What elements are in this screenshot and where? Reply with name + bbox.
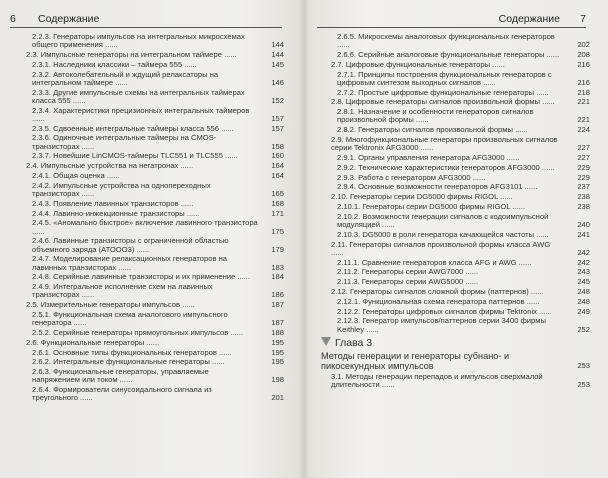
- toc-entry: [321, 154, 590, 162]
- toc-entry-page: 221: [577, 115, 590, 125]
- toc-entry-page: 208: [577, 50, 590, 59]
- toc-entry-page: 229: [577, 162, 590, 172]
- toc-entry-page: 248: [577, 296, 590, 306]
- toc-entry-page: 165: [271, 188, 284, 198]
- toc-entry-page: 240: [577, 219, 590, 229]
- toc-entry-text: 2.4.8. Серийные лавинные транзисторы и их применение ......: [32, 272, 251, 282]
- toc-entry-text: 2.3.1. Наследники классики – таймера 555 ......: [32, 59, 197, 69]
- toc-entry-text: 2.5. Измерительные генераторы импульсов ......: [26, 300, 195, 310]
- toc-entry: [16, 237, 284, 253]
- toc-entry-text: 2.3.3. Другие импульсные схемы на интегральных таймерах класса 555 ......: [32, 87, 245, 105]
- chapter-title: Методы генерации и генераторы субнано- и пикосекундных импульсов: [321, 350, 510, 372]
- toc-entry: [321, 213, 590, 229]
- toc-entry-page: 238: [577, 201, 590, 211]
- toc-entry-page: 168: [271, 198, 284, 208]
- toc-entry-page: 157: [271, 123, 284, 133]
- toc-entry: [16, 283, 284, 299]
- toc-entry-text: 2.3.2. Автоколебательный и ждущий релаксаторы на интегральном таймере ......: [32, 69, 219, 87]
- toc-entry: [321, 98, 590, 106]
- toc-entry-page: 248: [577, 286, 590, 296]
- toc-entry: [16, 71, 284, 87]
- toc-entry: [16, 51, 284, 59]
- toc-entry-text: 3.1. Методы генерации перепадов и импульсов сверхмалой длительности ......: [331, 371, 543, 389]
- toc-entry: [16, 200, 284, 208]
- toc-entry-page: 253: [577, 379, 590, 389]
- toc-entry-page: 243: [577, 267, 590, 277]
- section-title: Содержание: [38, 13, 100, 25]
- toc-entry-text: 2.4.1. Общая оценка ......: [32, 170, 120, 180]
- toc-entry: [16, 311, 284, 327]
- toc-entry-page: 164: [271, 170, 284, 180]
- toc-entry: [321, 89, 590, 97]
- toc-entry: [321, 126, 590, 134]
- toc-entry-page: 152: [271, 95, 284, 105]
- toc-entry-page: 164: [271, 161, 284, 171]
- toc-entry-page: 224: [577, 125, 590, 135]
- toc-entry-page: 183: [271, 262, 284, 272]
- toc-entry-text: 2.3.5. Сдвоенные интегральные таймеры класса 556 ......: [32, 123, 234, 133]
- toc-entry-page: 195: [271, 337, 284, 347]
- toc-entry-text: 2.4.2. Импульсные устройства на однопереходных транзисторах ......: [32, 180, 211, 198]
- toc-entry: [321, 164, 590, 172]
- toc-entry-text: 2.4.6. Лавинные транзисторы с ограниченной областью объемного заряда (АТООО3) ......: [32, 236, 229, 254]
- toc-entry-text: 2.3.6. Одиночные интегральные таймеры на CMOS-транзисторах ......: [32, 133, 217, 151]
- toc-entry: [321, 33, 590, 49]
- toc-entry: [321, 203, 590, 211]
- toc-entry: [321, 241, 590, 257]
- toc-entry-text: 2.9.1. Органы управления генератора AFG3000 ......: [337, 152, 520, 162]
- toc-entry-text: 2.7.1. Принципы построения функциональных генераторов с цифровым синтезом выходных сигналов ......: [337, 69, 552, 87]
- toc-entry-text: 2.11.3. Генераторы серии AWG5000 ......: [337, 277, 479, 287]
- toc-entry-page: 216: [577, 77, 590, 87]
- toc-entry-text: 2.4.3. Появление лавинных транзисторов ......: [32, 198, 194, 208]
- toc-entry-text: 2.9.2. Технические характеристики генераторов AFG3000 ......: [337, 162, 555, 172]
- toc-entry-page: 171: [271, 208, 284, 218]
- right-page: [303, 0, 608, 478]
- toc-entry: [321, 317, 590, 333]
- toc-entry-page: 249: [577, 306, 590, 316]
- chapter-label: Глава 3: [335, 336, 373, 349]
- toc-entry-text: 2.6. Функциональные генераторы ......: [26, 337, 160, 347]
- toc-entry-text: 2.4.5. «Аномально быстрое» включение лавинного транзистора ......: [32, 218, 258, 236]
- toc-entry-text: 2.9.3. Работа с генератором AFG3000 ......: [337, 172, 486, 182]
- left-page: [0, 0, 300, 478]
- toc-entry-page: 144: [271, 50, 284, 59]
- toc-entry-text: 2.4.4. Лавинно-инжекционные транзисторы ......: [32, 208, 200, 218]
- toc-entry-text: 2.8. Цифровые генераторы сигналов произвольной формы ......: [331, 97, 555, 107]
- toc-entry-page: 218: [577, 87, 590, 97]
- toc-entry-page: 175: [271, 226, 284, 236]
- toc-entry: [16, 182, 284, 198]
- toc-entry-text: 2.4. Импульсные устройства на негатронах ......: [26, 161, 194, 171]
- toc-entry: [321, 268, 590, 276]
- page-header: [317, 14, 586, 28]
- toc-entry-text: 2.10.3. DG5000 в роли генератора качающейся частоты ......: [337, 229, 549, 239]
- toc-entry-page: 245: [577, 277, 590, 287]
- toc-entry-text: 2.12. Генераторы сигналов сложной формы (паттернов) ......: [331, 286, 544, 296]
- toc-entry-page: 242: [577, 257, 590, 267]
- toc-entry-text: 2.6.2. Интегральные функциональные генераторы ......: [32, 357, 225, 367]
- toc-entry: [321, 231, 590, 239]
- toc-entry-text: 2.6.6. Серийные аналоговые функциональные генераторы ......: [337, 50, 560, 59]
- toc-entry: [321, 308, 590, 316]
- toc-entry-text: 2.6.5. Микросхемы аналоговых функциональных генераторов ......: [337, 32, 555, 50]
- toc-entry-text: 2.8.1. Назначение и особенности генераторов сигналов произвольной формы ......: [337, 107, 534, 125]
- toc-entry-text: 2.9.4. Основные возможности генераторов AFG3101 ......: [337, 182, 538, 192]
- toc-entry-page: 184: [271, 272, 284, 282]
- toc-entry: [321, 259, 590, 267]
- toc-list: [16, 33, 284, 404]
- toc-entry: [321, 183, 590, 191]
- toc-entry: [321, 108, 590, 124]
- toc-list: [321, 33, 590, 391]
- toc-entry-text: 2.4.7. Моделирование релаксационных генераторов на лавинных транзисторах ......: [32, 254, 228, 272]
- section-title: Содержание: [498, 13, 560, 25]
- toc-entry: [16, 255, 284, 271]
- toc-entry: [16, 33, 284, 49]
- toc-entry: [16, 329, 284, 337]
- toc-entry-page: 216: [577, 59, 590, 69]
- toc-entry-text: 2.7.2. Простые цифровые функциональные генераторы ......: [337, 87, 549, 97]
- toc-entry-text: 2.7. Цифровые функциональные генераторы ......: [331, 59, 505, 69]
- toc-entry-page: 221: [577, 97, 590, 107]
- toc-entry-text: 2.6.3. Функциональные генераторы, управляемые напряжением или током ......: [32, 367, 209, 385]
- toc-entry-page: 227: [577, 143, 590, 153]
- toc-entry-page: 227: [577, 152, 590, 162]
- toc-entry: [321, 61, 590, 69]
- toc-entry-page: 186: [271, 290, 284, 300]
- toc-entry: [321, 174, 590, 182]
- chapter-title-row: [321, 351, 590, 372]
- toc-entry-page: 201: [271, 393, 284, 403]
- toc-entry-text: 2.5.1. Функциональная схема аналогового импульсного генератора ......: [32, 309, 228, 328]
- toc-entry: [16, 152, 284, 160]
- toc-entry-page: 188: [271, 327, 284, 337]
- toc-entry: [321, 278, 590, 286]
- toc-entry: [16, 386, 284, 402]
- toc-entry: [16, 339, 284, 347]
- toc-entry-page: 158: [271, 141, 284, 151]
- page-number: 7: [580, 13, 586, 25]
- toc-entry-page: 238: [577, 192, 590, 202]
- toc-entry: [321, 51, 590, 59]
- triangle-marker-icon: [321, 337, 331, 346]
- toc-entry-page: 157: [271, 113, 284, 123]
- toc-entry-text: 2.11.1. Сравнение генераторов класса AFG и AWG ......: [337, 257, 532, 267]
- toc-entry-page: 187: [271, 318, 284, 328]
- page-number: 6: [10, 13, 16, 25]
- toc-entry: [321, 71, 590, 87]
- toc-entry: [16, 162, 284, 170]
- toc-entry-page: 242: [577, 247, 590, 257]
- toc-entry-page: 144: [271, 40, 284, 50]
- toc-entry-text: 2.8.2. Генераторы сигналов произвольной формы ......: [337, 125, 528, 135]
- toc-entry: [16, 134, 284, 150]
- toc-entry-page: 237: [577, 182, 590, 192]
- toc-entry-text: 2.9. Многофункциональные генераторы произвольных сигналов серии Tektronix AFG3000 ......: [331, 134, 558, 153]
- toc-entry-text: 2.3. Импульсные генераторы на интегральном таймере ......: [26, 50, 237, 59]
- toc-entry-text: 2.12.1. Функциональная схема генератора паттернов ......: [337, 296, 540, 306]
- toc-entry-page: 146: [271, 77, 284, 87]
- toc-entry-page: 252: [577, 324, 590, 334]
- chapter-page: 253: [577, 361, 590, 371]
- toc-entry-text: 2.11. Генераторы сигналов произвольной формы класса AWG ......: [331, 239, 551, 257]
- toc-entry-page: 179: [271, 244, 284, 254]
- toc-entry: [16, 210, 284, 218]
- toc-entry-text: 2.2.3. Генераторы импульсов на интегральных микросхемах общего применения ......: [32, 32, 245, 50]
- toc-entry-page: 195: [271, 347, 284, 357]
- toc-entry-text: 2.6.1. Основные типы функциональных генераторов ......: [32, 347, 232, 357]
- toc-entry: [16, 125, 284, 133]
- toc-entry: [321, 193, 590, 201]
- toc-entry: [16, 172, 284, 180]
- toc-entry-text: 2.12.2. Генераторы цифровых сигналов фирмы Tektronix ......: [337, 306, 552, 316]
- toc-entry: [16, 219, 284, 235]
- toc-entry: [16, 349, 284, 357]
- toc-entry: [16, 358, 284, 366]
- toc-entry: [321, 288, 590, 296]
- chapter-heading: [321, 337, 590, 349]
- toc-entry-page: 229: [577, 172, 590, 182]
- toc-entry-text: 2.3.7. Новейшие LinCMOS-таймеры TLC551 и TLC555 ......: [32, 151, 238, 161]
- toc-entry-text: 2.5.2. Серийные генераторы прямоугольных импульсов ......: [32, 327, 244, 337]
- toc-entry-page: 195: [271, 357, 284, 367]
- toc-entry-page: 145: [271, 59, 284, 69]
- toc-entry-text: 2.10. Генераторы серии DG5000 фирмы RIGOL ......: [331, 192, 513, 202]
- toc-entry: [16, 301, 284, 309]
- toc-entry-page: 160: [271, 151, 284, 161]
- toc-entry: [16, 107, 284, 123]
- toc-entry-text: 2.4.9. Интегральное исполнение схем на лавинных транзисторах ......: [32, 282, 213, 300]
- toc-entry-text: 2.12.3. Генератор импульсов/паттернов серии 3400 фирмы Keithley ......: [337, 316, 546, 334]
- toc-entry: [321, 373, 590, 389]
- toc-entry: [16, 368, 284, 384]
- toc-entry: [16, 273, 284, 281]
- toc-entry: [16, 61, 284, 69]
- toc-entry-text: 2.11.2. Генераторы серии AWG7000 ......: [337, 267, 479, 277]
- toc-entry-text: 2.10.1. Генераторы серии DG5000 фирмы RIGOL ......: [337, 201, 526, 211]
- toc-entry: [321, 136, 590, 152]
- toc-entry: [16, 89, 284, 105]
- toc-entry-page: 198: [271, 375, 284, 385]
- toc-entry-page: 187: [271, 300, 284, 310]
- page-header: [10, 14, 282, 28]
- toc-entry-page: 241: [577, 229, 590, 239]
- toc-entry: [321, 298, 590, 306]
- toc-entry-text: 2.3.4. Характеристики прецизионных интегральных таймеров ......: [32, 105, 250, 123]
- toc-entry-text: 2.10.2. Возможности генерации сигналов с кодоимпульсной модуляцией ......: [337, 211, 549, 229]
- toc-entry-page: 202: [577, 40, 590, 50]
- toc-entry-text: 2.6.4. Формирователи синусоидального сигнала из треугольного ......: [32, 385, 212, 403]
